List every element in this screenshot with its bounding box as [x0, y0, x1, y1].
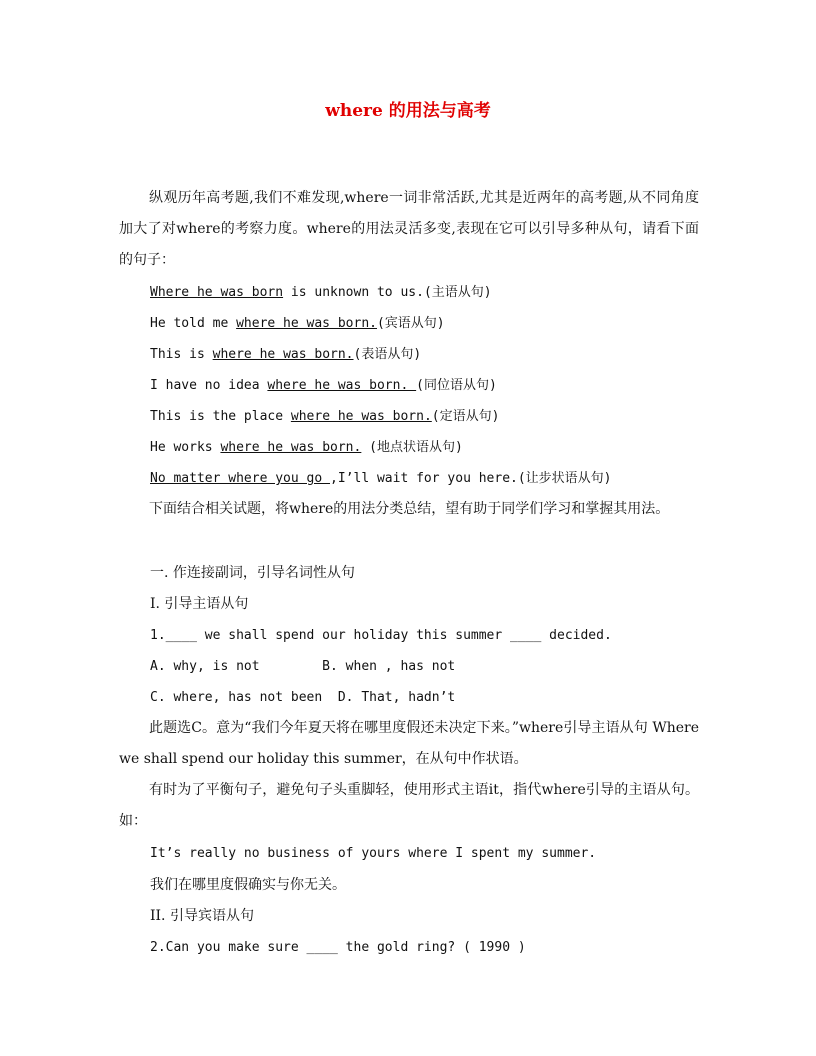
subheading-object-clause: II. 引导宾语从句 [150, 908, 254, 924]
answer-1-explanation: 此题选C。意为“我们今年夏天将在哪里度假还未决定下来。”where引导主语从句 Where we shall spend our holiday this summer，在从句中作状语。 [119, 720, 699, 767]
subheading-subject-clause: I. 引导主语从句 [150, 596, 249, 612]
example-line-3: This is where he was born.(表语从句) [150, 347, 422, 362]
question-1-options-ab: A. why, is not B. when , has not [150, 659, 456, 674]
page-title: where 的用法与高考 [325, 101, 491, 121]
example-line-5: This is the place where he was born.(定语从句) [150, 409, 500, 424]
example-line-6: He works where he was born. (地点状语从句) [150, 440, 463, 455]
example-chinese: 我们在哪里度假确实与你无关。 [150, 877, 346, 893]
example-line-2: He told me where he was born.(宾语从句) [150, 316, 445, 331]
question-2: 2.Can you make sure ____ the gold ring? ( 1990 ) [150, 940, 526, 955]
question-1: 1.____ we shall spend our holiday this summer ____ decided. [150, 628, 612, 643]
example-line-7: No matter where you go ,I’ll wait for you here.(让步状语从句) [150, 471, 612, 486]
summary-paragraph: 下面结合相关试题，将where的用法分类总结，望有助于同学们学习和掌握其用法。 [149, 501, 670, 517]
question-1-options-cd: C. where, has not been D. That, hadn’t [150, 690, 456, 705]
example-line-4: I have no idea where he was born. (同位语从句) [150, 378, 497, 393]
example-line-1: Where he was born is unknown to us.(主语从句) [150, 285, 492, 300]
note-paragraph: 有时为了平衡句子，避免句子头重脚轻，使用形式主语it，指代where引导的主语从句。如： [119, 782, 699, 829]
section-heading-1: 一. 作连接副词，引导名词性从句 [150, 565, 355, 581]
intro-paragraph: 纵观历年高考题,我们不难发现,where一词非常活跃,尤其是近两年的高考题,从不同角度加大了对where的考察力度。where的用法灵活多变,表现在它可以引导多种从句，请看下面的句子： [119, 190, 699, 268]
example-english: It’s really no business of yours where I spent my summer. [150, 846, 597, 861]
